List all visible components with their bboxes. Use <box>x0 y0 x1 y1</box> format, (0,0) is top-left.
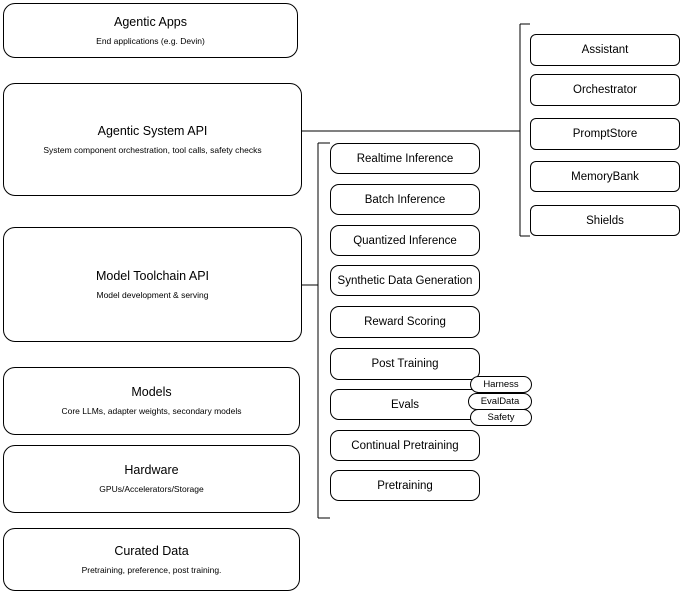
layer-title: Curated Data <box>114 543 189 558</box>
toolchain-item-synthetic-data-generation[interactable] <box>330 265 480 296</box>
layer-subtitle: GPUs/Accelerators/Storage <box>99 484 204 494</box>
item-label: Synthetic Data Generation <box>337 274 473 287</box>
stack-layer-agentic-apps[interactable] <box>3 3 298 58</box>
toolchain-item-reward-scoring[interactable] <box>330 306 480 338</box>
system-item-assistant[interactable] <box>530 34 680 66</box>
layer-subtitle: System component orchestration, tool calls, safety checks <box>43 144 262 155</box>
layer-subtitle: End applications (e.g. Devin) <box>96 35 205 46</box>
item-label: MemoryBank <box>571 170 639 183</box>
layer-title: Agentic System API <box>97 123 208 138</box>
layer-subtitle: Model development & serving <box>96 289 209 300</box>
item-label: Shields <box>586 214 624 227</box>
layer-title: Model Toolchain API <box>95 268 210 283</box>
eval-badge-harness[interactable] <box>470 376 532 393</box>
stack-layer-curated-data[interactable] <box>3 528 300 591</box>
item-label: Realtime Inference <box>356 152 454 165</box>
item-label: Post Training <box>371 358 439 370</box>
item-label: Orchestrator <box>573 84 637 96</box>
toolchain-item-continual-pretraining[interactable] <box>330 430 480 461</box>
toolchain-item-evals[interactable] <box>330 389 480 420</box>
badge-label: EvalData <box>480 396 520 407</box>
item-label: Continual Pretraining <box>351 439 459 452</box>
badge-label: Harness <box>483 379 519 390</box>
item-label: Reward Scoring <box>364 316 446 328</box>
eval-badge-safety[interactable] <box>470 409 532 426</box>
item-label: Assistant <box>581 44 629 56</box>
toolchain-item-pretraining[interactable] <box>330 470 480 501</box>
layer-title: Agentic Apps <box>114 14 187 29</box>
system-item-memorybank[interactable] <box>530 161 680 192</box>
item-label: Pretraining <box>377 479 433 492</box>
toolchain-item-quantized-inference[interactable] <box>330 225 480 256</box>
system-item-promptstore[interactable] <box>530 118 680 150</box>
toolchain-item-post-training[interactable] <box>330 348 480 380</box>
system-item-orchestrator[interactable] <box>530 74 680 106</box>
layer-title: Hardware <box>124 463 179 477</box>
item-label: Quantized Inference <box>353 234 457 247</box>
badge-label: Safety <box>487 412 515 423</box>
system-item-shields[interactable] <box>530 205 680 236</box>
stack-layer-hardware[interactable] <box>3 445 300 513</box>
item-label: PromptStore <box>572 128 638 140</box>
toolchain-item-batch-inference[interactable] <box>330 184 480 215</box>
layer-subtitle: Pretraining, preference, post training. <box>81 564 222 575</box>
layer-title: Models <box>131 385 172 399</box>
item-label: Evals <box>390 398 420 411</box>
stack-layer-model-toolchain-api[interactable] <box>3 227 302 342</box>
item-label: Batch Inference <box>364 193 446 206</box>
stack-layer-agentic-system-api[interactable] <box>3 83 302 196</box>
toolchain-item-realtime-inference[interactable] <box>330 143 480 174</box>
eval-badge-evaldata[interactable] <box>468 393 532 410</box>
layer-subtitle: Core LLMs, adapter weights, secondary models <box>61 406 242 416</box>
stack-layer-models[interactable] <box>3 367 300 435</box>
